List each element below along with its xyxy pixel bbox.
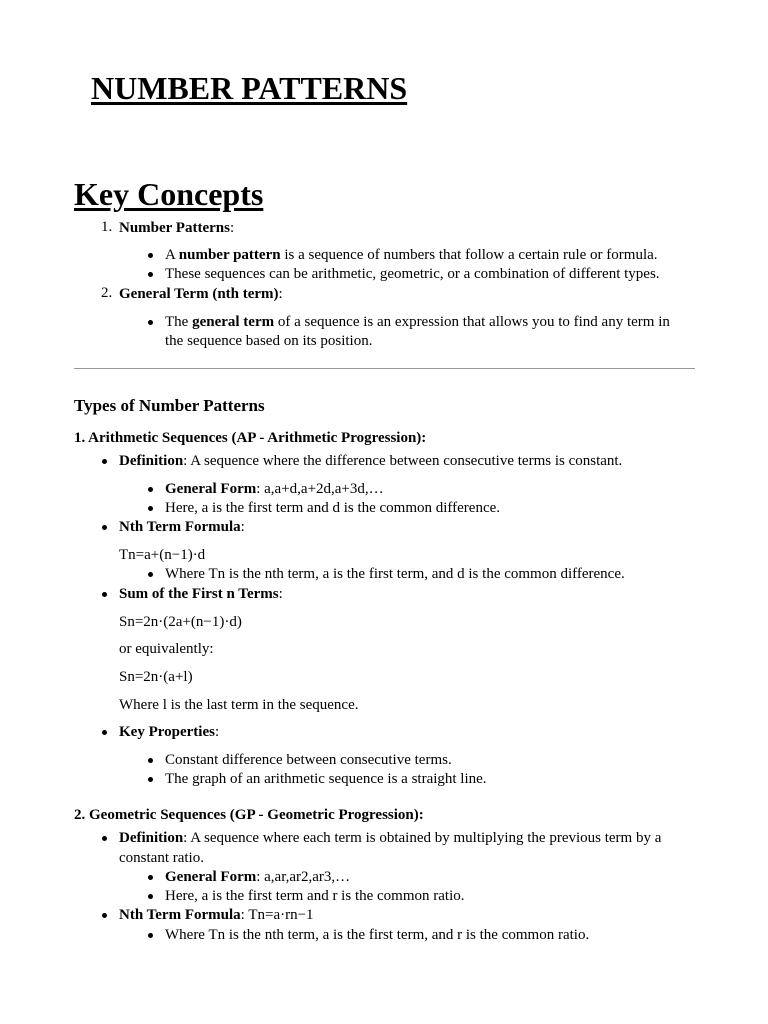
colon: :: [214, 724, 220, 740]
term-number-pattern: number pattern: [178, 247, 281, 263]
arithmetic-nth-term: [119, 518, 245, 537]
list-item: Here, a is the first term and r is the common ratio.: [165, 888, 465, 904]
list-item: These sequences can be arithmetic, geometric, or a combination of different types.: [165, 266, 660, 282]
general-form-label: General Form: [165, 481, 257, 497]
text: : a,a+d,a+2d,a+3d,…: [256, 481, 384, 497]
number-patterns-item: [119, 219, 234, 238]
nth-term-label: Nth Term Formula: [119, 519, 241, 535]
document-title: NUMBER PATTERNS: [91, 70, 408, 106]
definition-label: Definition: [119, 453, 184, 469]
list-item: [165, 246, 658, 265]
text: is a sequence of numbers that follow a certain rule or formula.: [280, 247, 658, 263]
geometric-general-form: [165, 868, 350, 887]
list-number-1: 1.: [101, 219, 113, 235]
definition-continuation: constant ratio.: [119, 850, 204, 866]
colon: :: [278, 286, 283, 302]
text: : a,ar,ar2,ar3,…: [256, 869, 351, 885]
key-properties-label: Key Properties: [119, 724, 215, 740]
colon: :: [278, 586, 283, 602]
general-form-label: General Form: [165, 869, 257, 885]
geometric-definition: [119, 829, 661, 848]
number-patterns-label: Number Patterns: [119, 220, 230, 236]
types-heading: Types of Number Patterns: [74, 396, 265, 415]
list-item: [165, 313, 670, 332]
list-item: The graph of an arithmetic sequence is a straight line.: [165, 771, 487, 787]
sum-formula-alt: Sn=2n·(a+l): [119, 669, 193, 685]
text: The: [165, 314, 193, 330]
arithmetic-key-properties: [119, 723, 219, 742]
horizontal-divider: [74, 368, 695, 369]
list-item-continuation: the sequence based on its position.: [165, 333, 373, 349]
arithmetic-general-form: [165, 480, 384, 499]
nth-term-label: Nth Term Formula: [119, 907, 241, 923]
list-item: Where Tn is the nth term, a is the first term, and d is the common difference.: [165, 566, 625, 582]
list-item: Constant difference between consecutive terms.: [165, 752, 452, 768]
geometric-heading: 2. Geometric Sequences (GP - Geometric Progression):: [74, 807, 424, 823]
text: : A sequence where each term is obtained by multiplying the previous term by a: [183, 830, 662, 846]
key-concepts-heading: Key Concepts: [74, 176, 264, 212]
sum-formula: Sn=2n·(2a+(n−1)·d): [119, 614, 242, 630]
geometric-nth-term: [119, 906, 314, 925]
list-item: Here, a is the first term and d is the common difference.: [165, 500, 501, 516]
arithmetic-heading: 1. Arithmetic Sequences (AP - Arithmetic Progression):: [74, 430, 427, 446]
arithmetic-definition: [119, 452, 622, 471]
general-term-label: General Term (nth term): [119, 286, 279, 302]
or-equivalently-text: or equivalently:: [119, 641, 214, 657]
nth-term-formula: Tn=a+(n−1)·d: [119, 547, 206, 563]
text: : A sequence where the difference between consecutive terms is constant.: [183, 453, 623, 469]
list-number-2: 2.: [101, 285, 113, 301]
text: A: [165, 247, 179, 263]
term-general-term: general term: [192, 314, 275, 330]
colon: :: [229, 220, 235, 236]
list-item: Where Tn is the nth term, a is the first term, and r is the common ratio.: [165, 927, 590, 943]
text: of a sequence is an expression that allows you to find any term in: [274, 314, 670, 330]
text: : Tn=a·rn−1: [240, 907, 314, 923]
last-term-note: Where l is the last term in the sequence.: [119, 697, 359, 713]
sum-label: Sum of the First n Terms: [119, 586, 279, 602]
colon: :: [240, 519, 245, 535]
arithmetic-sum: [119, 585, 283, 604]
general-term-item: [119, 285, 283, 304]
definition-label: Definition: [119, 830, 184, 846]
